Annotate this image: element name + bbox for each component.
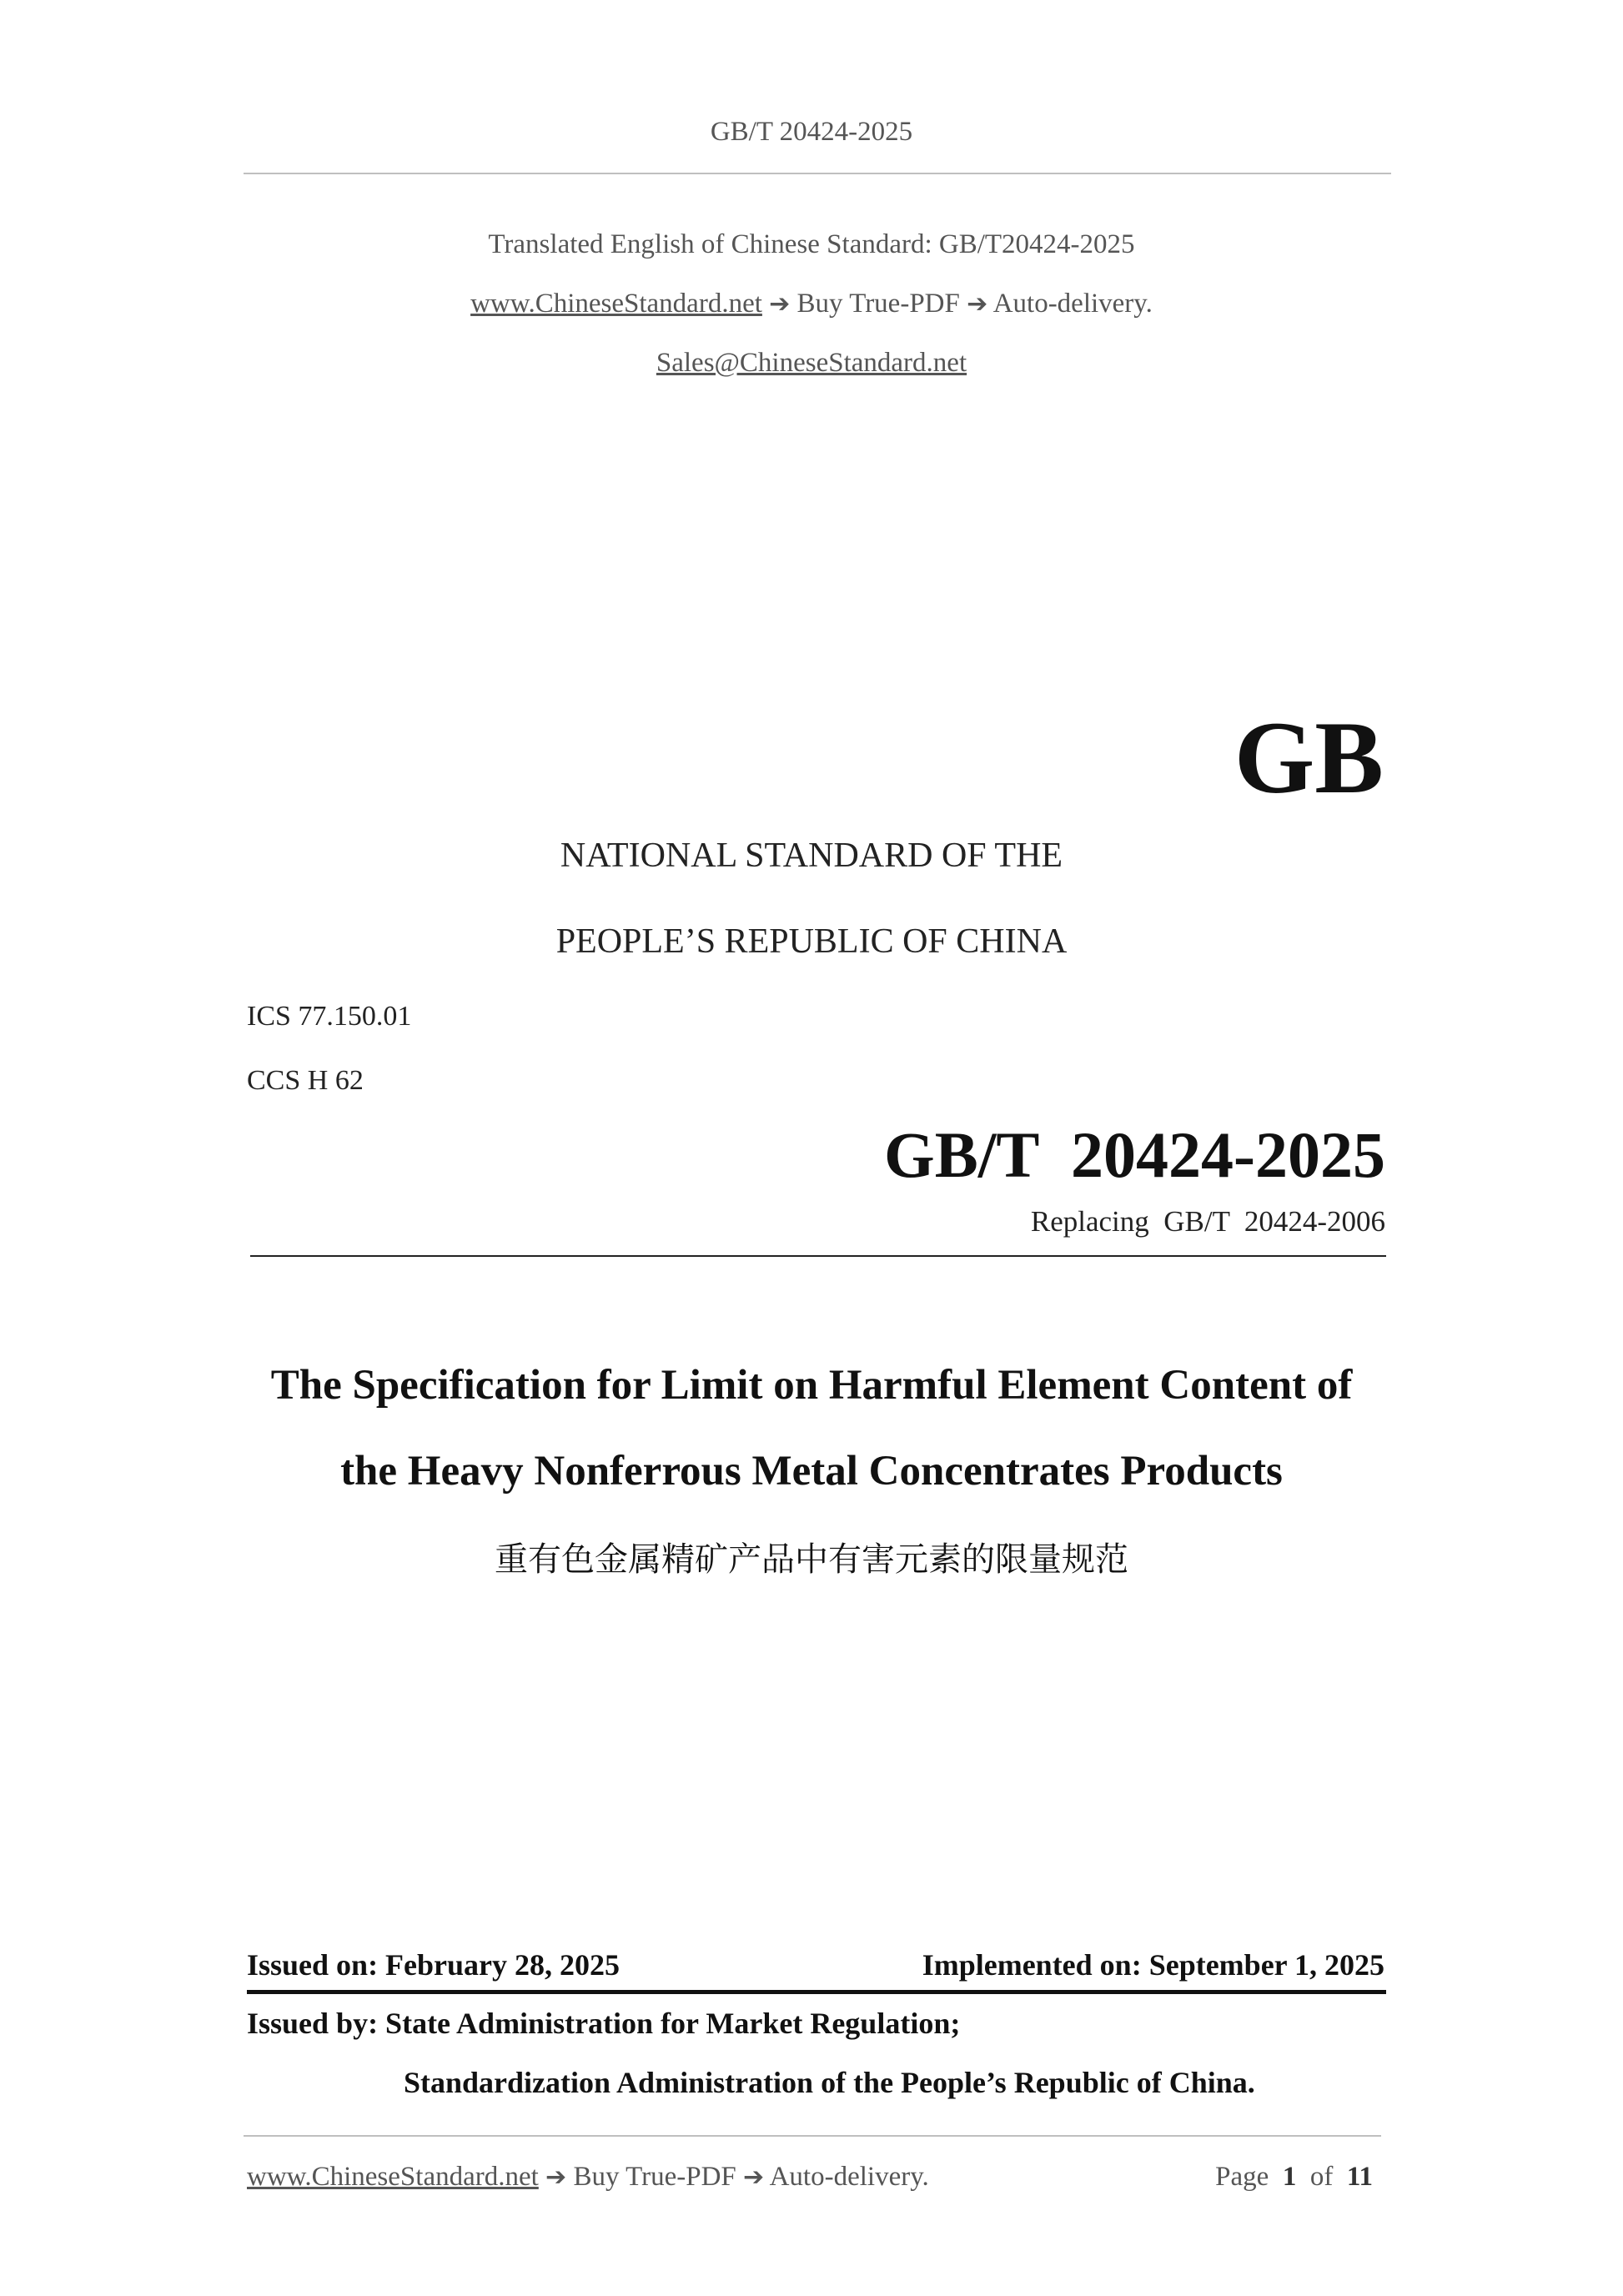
- page-total: 11: [1346, 2162, 1373, 2192]
- page-number: [1215, 2162, 1373, 2193]
- page-current: 1: [1282, 2162, 1297, 2192]
- standard-number-rule: [250, 1255, 1386, 1257]
- page-of: of: [1309, 2162, 1334, 2192]
- arrow-right-icon: ➔: [545, 2163, 567, 2192]
- national-standard-line-1: NATIONAL STANDARD OF THE: [560, 837, 1063, 875]
- footer-buy-text: Buy True-PDF: [573, 2162, 736, 2192]
- ics-code: ICS 77.150.01: [247, 1001, 412, 1032]
- footer-rule: [244, 2135, 1381, 2137]
- auto-delivery-text: Auto-delivery.: [992, 289, 1153, 319]
- site-link[interactable]: www.ChineseStandard.net: [470, 289, 762, 319]
- buy-true-pdf-text: Buy True-PDF: [796, 289, 960, 319]
- promo-email-line: [0, 348, 1623, 379]
- footer-delivery-text: Auto-delivery.: [769, 2162, 929, 2192]
- header-rule: [244, 173, 1391, 174]
- email-link[interactable]: Sales@ChineseStandard.net: [656, 348, 967, 378]
- gb-mark: GB: [1234, 701, 1384, 815]
- footer-site-link[interactable]: www.ChineseStandard.net: [247, 2162, 539, 2192]
- promo-buy-line: [0, 289, 1623, 319]
- arrow-right-icon: ➔: [743, 2163, 765, 2192]
- title-chinese: 重有色金属精矿产品中有害元素的限量规范: [495, 1540, 1128, 1579]
- ccs-code: CCS H 62: [247, 1065, 364, 1096]
- issued-on-date: Issued on: February 28, 2025: [247, 1948, 621, 1982]
- page-label: Page: [1215, 2162, 1269, 2192]
- standard-number: GB/T 20424-2025: [884, 1118, 1385, 1191]
- arrow-right-icon: ➔: [769, 289, 791, 319]
- national-standard-line-2: PEOPLE’S REPUBLIC OF CHINA: [555, 922, 1068, 961]
- running-header: GB/T 20424-2025: [710, 117, 913, 147]
- issue-rule: [247, 1990, 1386, 1994]
- promo-translation-line: Translated English of Chinese Standard: GB/T20424-2025: [488, 229, 1135, 259]
- title-english-line-1: The Specification for Limit on Harmful Element Content of: [270, 1362, 1353, 1409]
- replacing-standard: Replacing GB/T 20424-2006: [1030, 1205, 1385, 1238]
- issued-by-second-line: Standardization Administration of the People’s Republic of China.: [404, 2066, 1255, 2099]
- title-english-line-2: the Heavy Nonferrous Metal Concentrates Products: [340, 1448, 1283, 1495]
- issued-by: Issued by: State Administration for Market Regulation;: [247, 2007, 961, 2040]
- arrow-right-icon: ➔: [967, 289, 988, 319]
- footer-promo: [247, 2162, 929, 2193]
- implemented-on-date: Implemented on: September 1, 2025: [922, 1948, 1384, 1982]
